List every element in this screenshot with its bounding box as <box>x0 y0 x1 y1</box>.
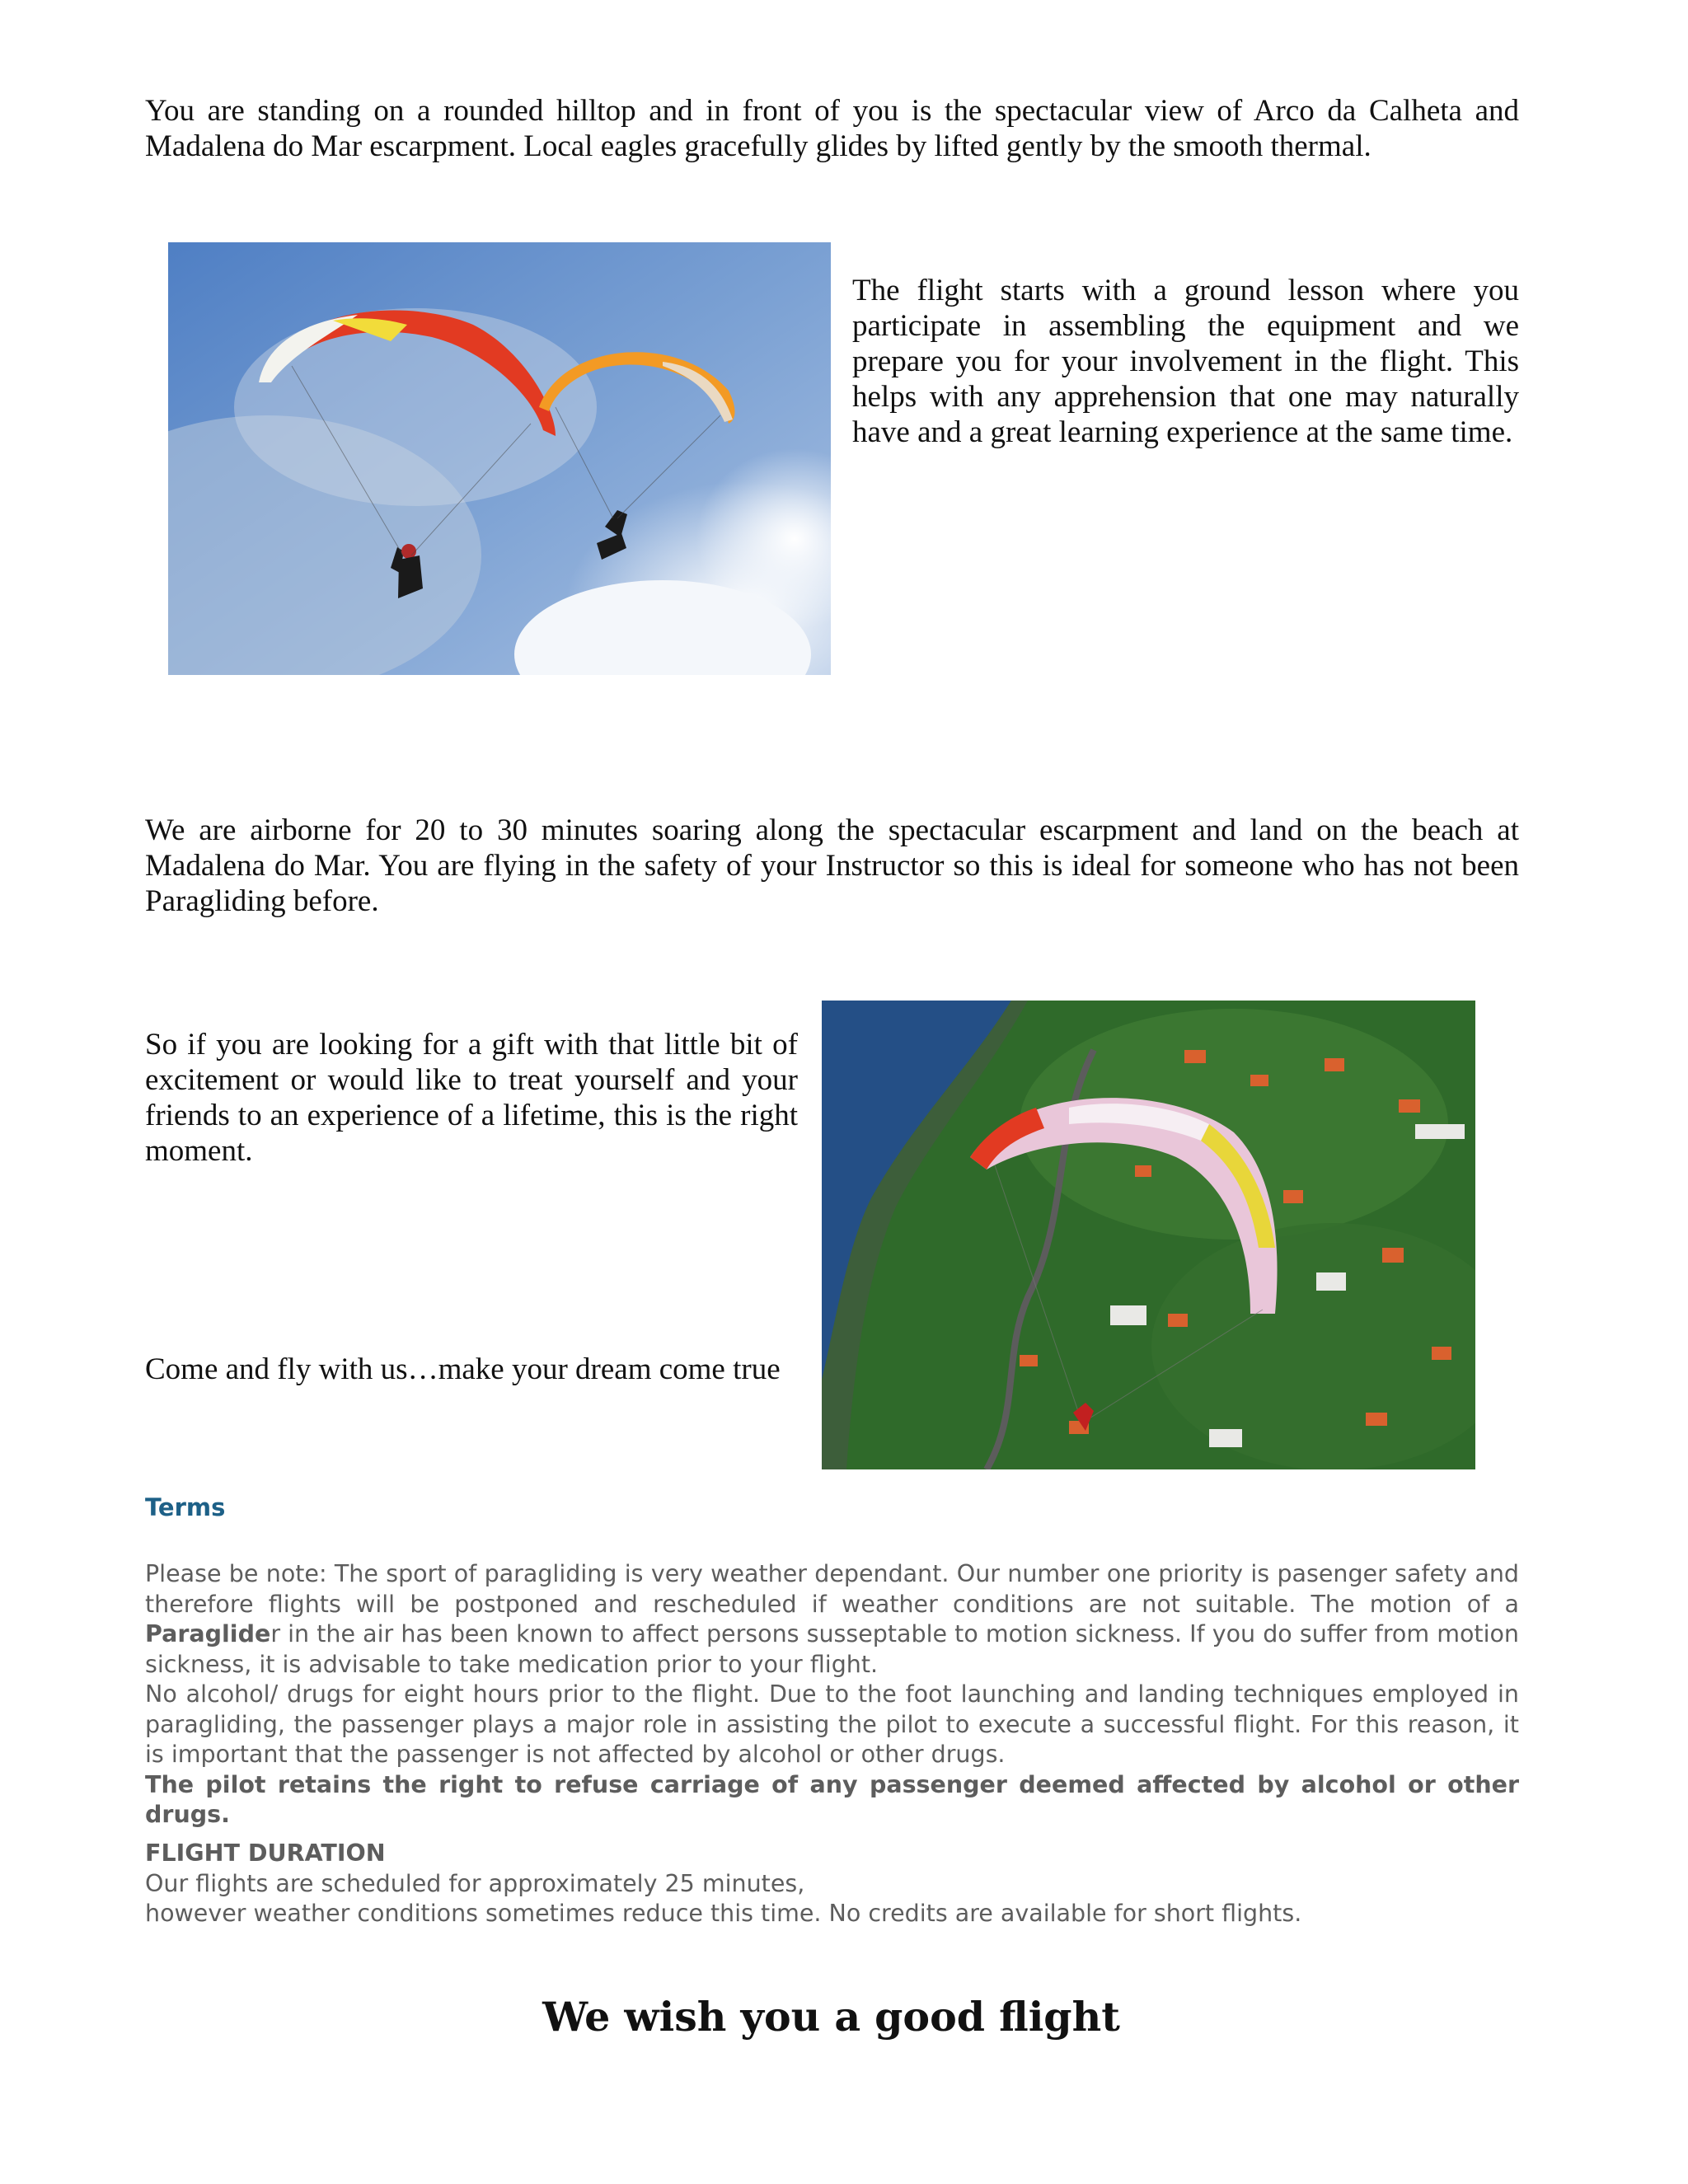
flight-duration-heading: FLIGHT DURATION <box>145 1840 386 1867</box>
terms-weather-paragraph <box>145 1559 1519 1680</box>
intro-paragraph: You are standing on a rounded hilltop and in front of you is the spectacular view of Arco da Calheta and Madalena do Mar escarpment. Local eagles gracefully glides by lifted gently by the smooth thermal. <box>145 94 1519 163</box>
terms-heading: Terms <box>145 1493 226 1521</box>
closing-heading: We wish you a good flight <box>542 1993 1120 2041</box>
flight-duration-line-2: however weather conditions sometimes reduce this time. No credits are available for short flights. <box>145 1900 1302 1927</box>
tandem-paragliders-sky-photo <box>168 242 831 675</box>
terms-p1-start: Please be note: The sport of paragliding is very weather dependant. Our number one priority is pasenger safety and therefore flights will be postponed and rescheduled if weather conditions are not suitable. The motion of a <box>145 1560 1519 1618</box>
flight-duration-line-1: Our flights are scheduled for approximately 25 minutes, <box>145 1869 805 1897</box>
terms-p1-end: r in the air has been known to affect persons susseptable to motion sickness. If you do suffer from motion sickness, it is advisable to take medication prior to your flight. <box>145 1620 1519 1678</box>
village-photo-illustration <box>822 1001 1475 1469</box>
terms-refusal-paragraph: The pilot retains the right to refuse carriage of any passenger deemed affected by alcohol or other drugs. <box>145 1770 1519 1828</box>
paraglider-over-village-photo <box>822 1001 1475 1469</box>
airborne-paragraph: We are airborne for 20 to 30 minutes soaring along the spectacular escarpment and land on the beach at Madalena do Mar. You are flying in the safety of your Instructor so this is ideal for someone who has not been Paragliding before. <box>145 813 1519 918</box>
terms-p1-bold: Paraglide <box>145 1620 271 1647</box>
call-to-action-paragraph: Come and fly with us…make your dream come true <box>145 1352 781 1386</box>
flight-duration-section <box>145 1839 1519 1929</box>
terms-body <box>145 1559 1519 1830</box>
terms-alcohol-paragraph: No alcohol/ drugs for eight hours prior to the flight. Due to the foot launching and landing techniques employed in paragliding, the passenger plays a major role in assisting the pilot to execute a successful flight. For this reason, it is important that the passenger is not affected by alcohol or other drugs. <box>145 1680 1519 1768</box>
gift-paragraph: So if you are looking for a gift with that little bit of excitement or would like to treat yourself and your friends to an experience of a lifetime, this is the right moment. <box>145 1028 798 1168</box>
sky-photo-illustration <box>168 242 831 675</box>
ground-lesson-paragraph: The flight starts with a ground lesson where you participate in assembling the equipment and we prepare you for your involvement in the flight. This helps with any apprehension that one may naturally have and a great learning experience at the same time. <box>852 274 1519 449</box>
